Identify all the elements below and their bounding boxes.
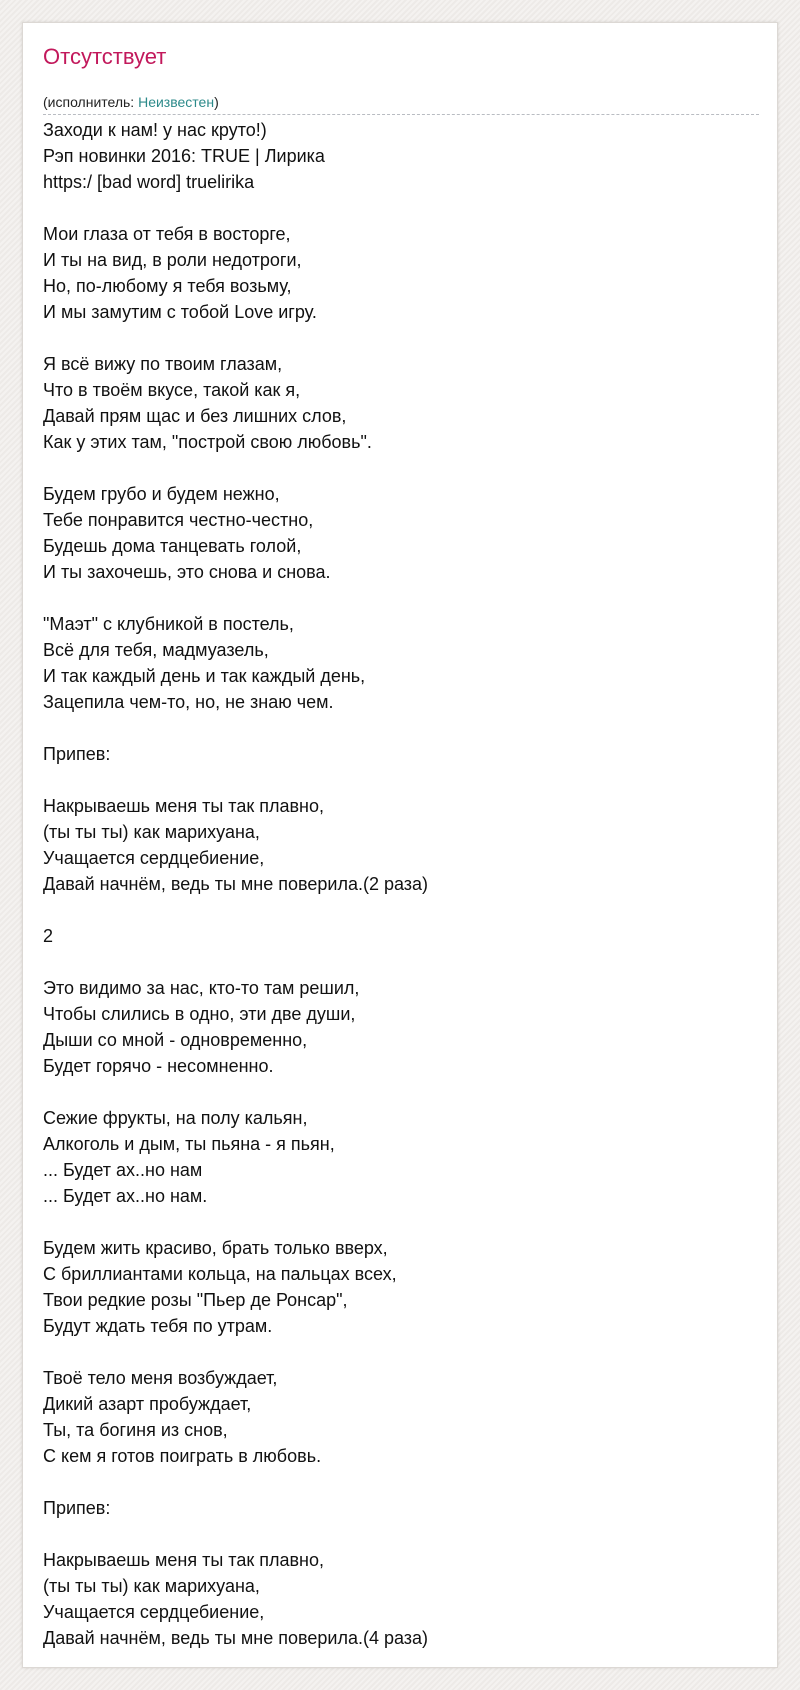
lyric-line: Чтобы слились в одно, эти две души, <box>43 1004 356 1024</box>
lyric-line: Дыши со мной - одновременно, <box>43 1030 308 1050</box>
lyric-line: С бриллиантами кольца, на пальцах всех, <box>43 1264 397 1284</box>
lyric-line: Будет горячо - несомненно. <box>43 1056 274 1076</box>
lyric-line: Давай начнём, ведь ты мне поверила.(2 раза) <box>43 874 429 894</box>
lyrics-card <box>22 22 778 1668</box>
lyric-line: Припев: <box>43 744 111 764</box>
lyric-line: Учащается сердцебиение, <box>43 848 265 868</box>
lyric-blank-line <box>43 325 759 351</box>
lyric-line: Как у этих там, "построй свою любовь". <box>43 432 372 452</box>
lyric-blank-line <box>43 455 759 481</box>
lyric-blank-line <box>43 949 759 975</box>
lyric-blank-line <box>43 715 759 741</box>
lyric-line: Я всё вижу по твоим глазам, <box>43 354 283 374</box>
lyric-line: Давай начнём, ведь ты мне поверила.(4 раза) <box>43 1628 429 1648</box>
lyric-line: Ты, та богиня из снов, <box>43 1420 228 1440</box>
lyric-blank-line <box>43 1339 759 1365</box>
lyric-line: 2 <box>43 926 54 946</box>
lyric-line: Будем жить красиво, брать только вверх, <box>43 1238 388 1258</box>
lyric-blank-line <box>43 195 759 221</box>
lyric-line: И так каждый день и так каждый день, <box>43 666 366 686</box>
lyric-line: И мы замутим с тобой Love игру. <box>43 302 317 322</box>
lyric-blank-line <box>43 767 759 793</box>
lyric-line: https:/ [bad word] truelirika <box>43 172 255 192</box>
lyric-line: ... Будет ах..но нам. <box>43 1186 208 1206</box>
lyric-line: Будут ждать тебя по утрам. <box>43 1316 273 1336</box>
lyric-line: Будем грубо и будем нежно, <box>43 484 280 504</box>
lyric-line: Это видимо за нас, кто-то там решил, <box>43 978 360 998</box>
lyric-line: Припев: <box>43 1498 111 1518</box>
lyric-line: Рэп новинки 2016: TRUE | Лирика <box>43 146 325 166</box>
lyric-line: Учащается сердцебиение, <box>43 1602 265 1622</box>
lyric-line: Тебе понравится честно-честно, <box>43 510 314 530</box>
lyric-line: Дикий азарт пробуждает, <box>43 1394 252 1414</box>
artist-line <box>43 93 219 111</box>
lyric-line: С кем я готов поиграть в любовь. <box>43 1446 322 1466</box>
lyric-blank-line <box>43 897 759 923</box>
lyrics-body <box>43 117 759 1651</box>
lyric-blank-line <box>43 1209 759 1235</box>
lyric-line: (ты ты ты) как марихуана, <box>43 822 260 842</box>
lyric-line: (ты ты ты) как марихуана, <box>43 1576 260 1596</box>
lyric-line: ... Будет ах..но нам <box>43 1160 203 1180</box>
lyric-line: Что в твоём вкусе, такой как я, <box>43 380 301 400</box>
artist-prefix: (исполнитель: <box>43 94 139 110</box>
lyric-line: Но, по-любому я тебя возьму, <box>43 276 292 296</box>
artist-suffix: ) <box>214 94 219 110</box>
lyric-line: "Маэт" с клубникой в постель, <box>43 614 294 634</box>
lyric-blank-line <box>43 1521 759 1547</box>
lyric-line: Зацепила чем-то, но, не знаю чем. <box>43 692 334 712</box>
lyric-blank-line <box>43 1079 759 1105</box>
lyric-blank-line <box>43 1469 759 1495</box>
lyric-line: Давай прям щас и без лишних слов, <box>43 406 347 426</box>
lyric-line: Сежие фрукты, на полу кальян, <box>43 1108 308 1128</box>
lyric-line: И ты захочешь, это снова и снова. <box>43 562 331 582</box>
lyric-line: Заходи к нам! у нас круто!) <box>43 120 267 140</box>
lyric-line: Мои глаза от тебя в восторге, <box>43 224 291 244</box>
lyric-line: Алкоголь и дым, ты пьяна - я пьян, <box>43 1134 335 1154</box>
lyric-line: Будешь дома танцевать голой, <box>43 536 302 556</box>
song-title: Отсутствует <box>43 44 167 69</box>
song-header <box>43 43 759 115</box>
lyric-line: Всё для тебя, мадмуазель, <box>43 640 269 660</box>
artist-link[interactable]: Неизвестен <box>138 94 215 110</box>
lyric-line: Твоё тело меня возбуждает, <box>43 1368 278 1388</box>
lyric-blank-line <box>43 585 759 611</box>
lyric-line: И ты на вид, в роли недотроги, <box>43 250 302 270</box>
lyric-line: Накрываешь меня ты так плавно, <box>43 796 324 816</box>
lyric-line: Накрываешь меня ты так плавно, <box>43 1550 324 1570</box>
lyric-line: Твои редкие розы "Пьер де Ронсар", <box>43 1290 348 1310</box>
